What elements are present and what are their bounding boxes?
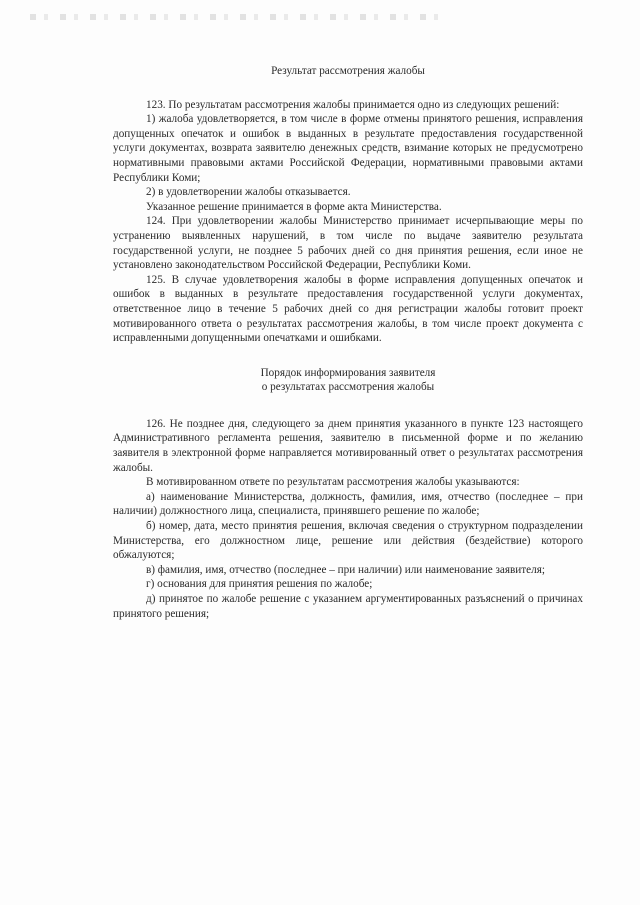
section-heading-informing-line-1: Порядок информирования заявителя [260,366,436,379]
list-item-b: б) номер, дата, место принятия решения, включая сведения о структурном подразделении Министерства, его должностном лице, решение или действия (бездействие) которого обжалуются; [113,520,583,562]
paragraph-126: 126. Не позднее дня, следующего за днем принятия указанного в пункте 123 настоящего Административного регламента решения, заявителю в письменной форме и по желанию заявителя в электронной форме направляется мотивированный ответ о результатах рассмотрения жалобы. [113,417,583,474]
paragraph-123-note: Указанное решение принимается в форме акта Министерства. [146,200,442,213]
document-body [113,64,583,621]
paragraph-125: 125. В случае удовлетворения жалобы в форме исправления допущенных опечаток и ошибок в выданных в результате предоставления государственной услуги документах, ответственное лицо в течение 5 рабочих дней со дня регистрации жалобы готовит проект мотивированного ответа о результатах рассмотрения жалобы, в том числе проект документа с исправленными допущенными опечатками и ошибками. [113,273,583,345]
scan-artifact [30,14,450,20]
section-heading-informing [113,366,583,395]
list-item-g: г) основания для принятия решения по жалобе; [146,578,373,591]
section-heading-result: Результат рассмотрения жалобы [271,65,425,77]
paragraph-123-item-1: 1) жалоба удовлетворяется, в том числе в форме отмены принятого решения, исправления допущенных опечаток и ошибок в выданных в результате предоставления государственной услуги документах, возврата заявителю денежных средств, взимание которых не предусмотрено нормативными правовыми актами Российской Федерации, нормативными правовыми актами Республики Коми; [113,113,583,184]
paragraph-126-intro: В мотивированном ответе по результатам рассмотрения жалобы указываются: [146,476,520,489]
paragraph-124: 124. При удовлетворении жалобы Министерство принимает исчерпывающие меры по устранению выявленных нарушений, в том числе по выдаче заявителю результата государственной услуги, не позднее 5 рабочих дней со дня принятия решения, если иное не установлено законодательством Российской Федерации, Республики Коми. [113,215,583,272]
paragraph-123-item-2: 2) в удовлетворении жалобы отказывается. [146,186,351,199]
paragraph-123: 123. По результатам рассмотрения жалобы принимается одно из следующих решений: [146,98,560,111]
section-heading-informing-line-2: о результатах рассмотрения жалобы [261,381,435,394]
list-item-a: а) наименование Министерства, должность, фамилия, имя, отчество (последнее – при наличии) должностного лица, специалиста, принявшего решение по жалобе; [113,490,583,518]
list-item-d: д) принятое по жалобе решение с указанием аргументированных разъяснений о причинах принятого решения; [113,593,583,620]
list-item-v: в) фамилия, имя, отчество (последнее – при наличии) или наименование заявителя; [146,563,545,576]
